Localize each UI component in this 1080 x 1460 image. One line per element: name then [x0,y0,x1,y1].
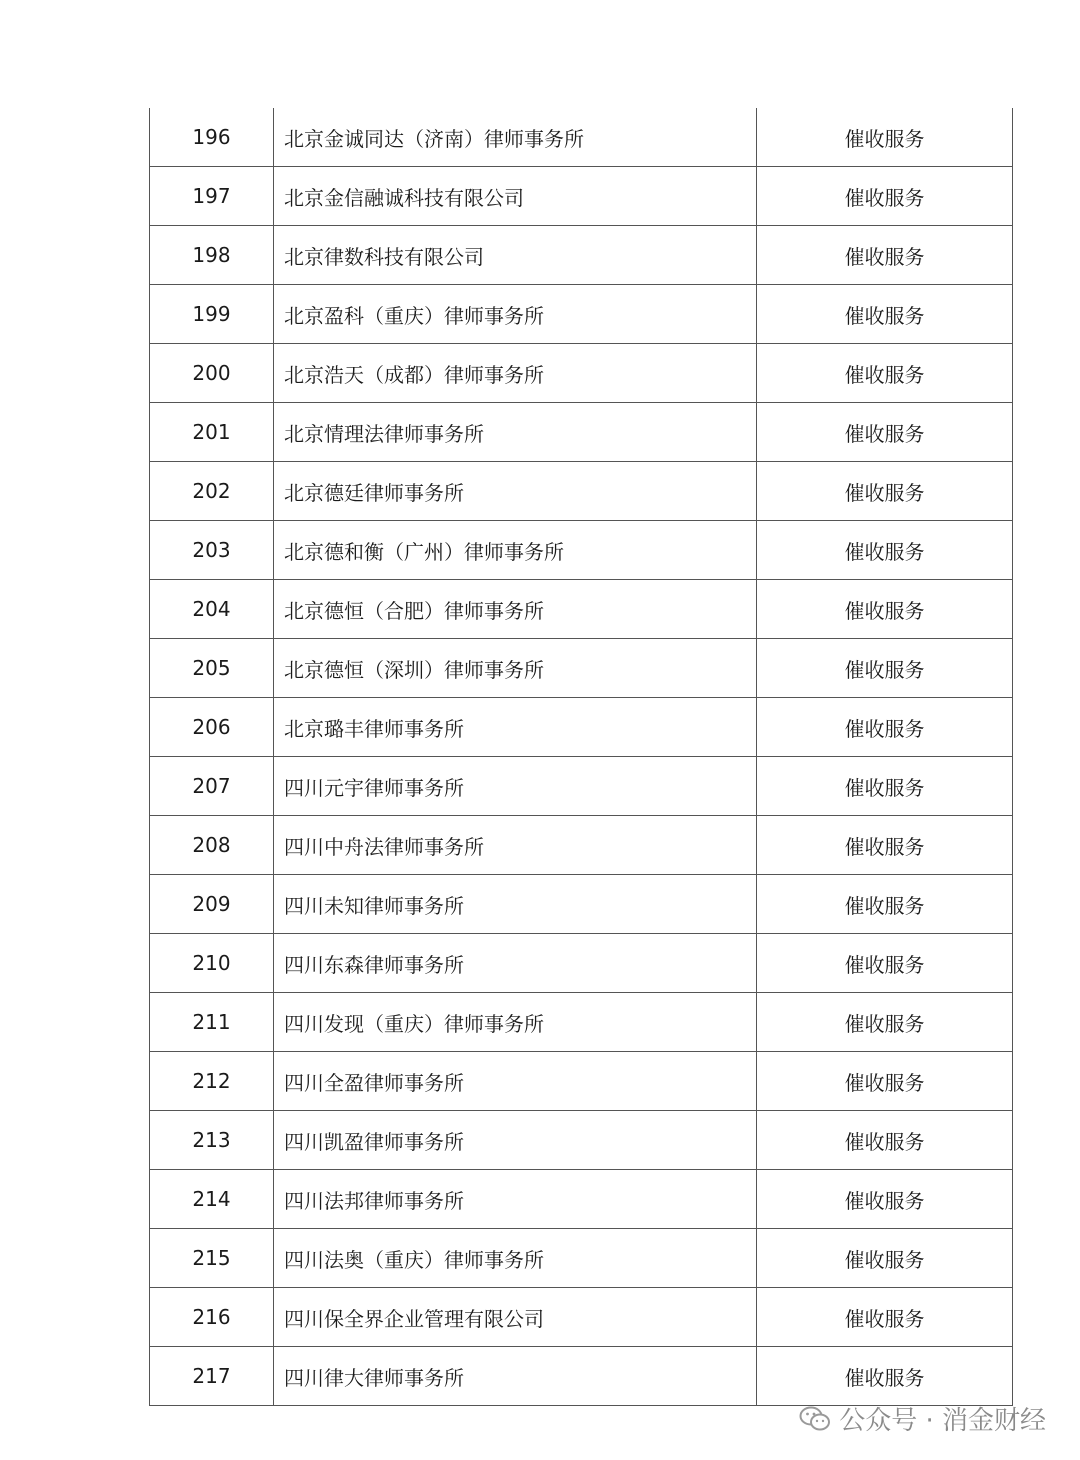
service-type: 催收服务 [844,362,925,387]
row-number: 202 [150,462,274,520]
row-number: 210 [150,934,274,992]
row-number: 197 [150,167,274,225]
service-type: 催收服务 [844,539,925,564]
service-type: 催收服务 [844,775,925,800]
row-number: 214 [150,1170,274,1228]
service-type: 催收服务 [844,1247,925,1272]
table-row [150,166,1012,225]
row-number: 216 [150,1288,274,1346]
row-number: 211 [150,993,274,1051]
table-row [150,579,1012,638]
table-row [150,461,1012,520]
service-type: 催收服务 [844,1365,925,1390]
row-number: 205 [150,639,274,697]
row-number: 198 [150,226,274,284]
service-type: 催收服务 [844,1011,925,1036]
institution-name: 四川法奥（重庆）律师事务所 [274,1229,757,1287]
institution-name: 四川凯盈律师事务所 [274,1111,757,1169]
table-row [150,697,1012,756]
service-type: 催收服务 [844,1188,925,1213]
service-type: 催收服务 [844,598,925,623]
institution-name: 北京律数科技有限公司 [274,226,757,284]
service-type: 催收服务 [844,834,925,859]
row-number: 196 [150,108,274,166]
wechat-icon [799,1405,831,1433]
institution-name: 四川保全界企业管理有限公司 [274,1288,757,1346]
table-row [150,284,1012,343]
row-number: 204 [150,580,274,638]
service-type: 催收服务 [844,185,925,210]
watermark-text: 公众号 · 消金财经 [839,1406,1046,1436]
institution-name: 四川发现（重庆）律师事务所 [274,993,757,1051]
table-row [150,992,1012,1051]
table-row [150,1228,1012,1287]
institution-name: 北京情理法律师事务所 [274,403,757,461]
service-type: 催收服务 [844,480,925,505]
watermark [799,1400,1046,1437]
institution-name: 四川中舟法律师事务所 [274,816,757,874]
service-type: 催收服务 [844,303,925,328]
institution-name: 北京德和衡（广州）律师事务所 [274,521,757,579]
table-row [150,1051,1012,1110]
row-number: 208 [150,816,274,874]
institution-name: 北京浩天（成都）律师事务所 [274,344,757,402]
row-number: 201 [150,403,274,461]
institution-table [149,108,1013,1406]
service-type: 催收服务 [844,1070,925,1095]
institution-name: 北京盈科（重庆）律师事务所 [274,285,757,343]
institution-name: 四川未知律师事务所 [274,875,757,933]
institution-name: 北京德恒（合肥）律师事务所 [274,580,757,638]
institution-name: 北京德恒（深圳）律师事务所 [274,639,757,697]
institution-name: 四川全盈律师事务所 [274,1052,757,1110]
row-number: 215 [150,1229,274,1287]
service-type: 催收服务 [844,126,925,151]
institution-name: 四川元宇律师事务所 [274,757,757,815]
row-number: 209 [150,875,274,933]
service-type: 催收服务 [844,421,925,446]
institution-name: 四川东森律师事务所 [274,934,757,992]
institution-name: 四川律大律师事务所 [274,1347,757,1405]
table-row [150,520,1012,579]
institution-name: 北京德廷律师事务所 [274,462,757,520]
row-number: 206 [150,698,274,756]
row-number: 199 [150,285,274,343]
service-type: 催收服务 [844,244,925,269]
table-row [150,638,1012,697]
table-row [150,1346,1012,1405]
table-row [150,933,1012,992]
row-number: 217 [150,1347,274,1405]
table-row [150,815,1012,874]
table-row [150,874,1012,933]
row-number: 207 [150,757,274,815]
service-type: 催收服务 [844,893,925,918]
service-type: 催收服务 [844,716,925,741]
service-type: 催收服务 [844,952,925,977]
institution-name: 四川法邦律师事务所 [274,1170,757,1228]
row-number: 200 [150,344,274,402]
table-row [150,1169,1012,1228]
row-number: 203 [150,521,274,579]
table-row [150,1287,1012,1346]
table-row [150,343,1012,402]
institution-name: 北京璐丰律师事务所 [274,698,757,756]
institution-name: 北京金信融诚科技有限公司 [274,167,757,225]
service-type: 催收服务 [844,1129,925,1154]
table-row [150,756,1012,815]
service-type: 催收服务 [844,1306,925,1331]
table-row [150,402,1012,461]
table-row [150,108,1012,166]
table-row [150,225,1012,284]
table-row [150,1110,1012,1169]
service-type: 催收服务 [844,657,925,682]
row-number: 212 [150,1052,274,1110]
row-number: 213 [150,1111,274,1169]
institution-name: 北京金诚同达（济南）律师事务所 [274,108,757,166]
